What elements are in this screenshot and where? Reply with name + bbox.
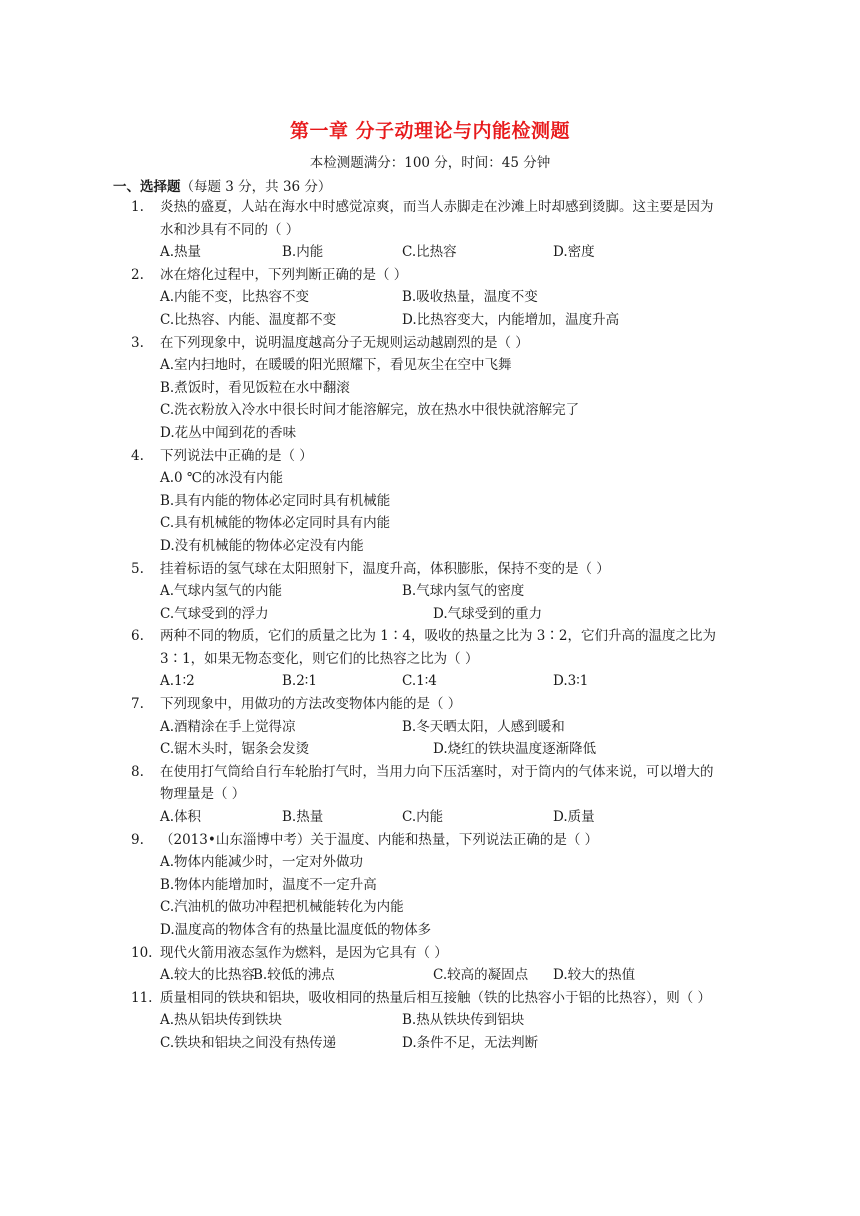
option-c[interactable]: C.比热容 [402,244,457,261]
option-a[interactable]: A.内能不变，比热容不变 [160,289,310,306]
option-c[interactable]: C.气球受到的浮力 [160,605,269,622]
option-c[interactable]: C.1∶4 [402,673,437,690]
question-number: 5. [131,560,144,577]
question-number: 2. [131,266,144,283]
question-number: 1. [131,199,144,215]
option-b[interactable]: B.2∶1 [282,673,317,690]
option-a[interactable]: A.较大的比热容 [160,967,256,984]
question-4 [0,445,860,558]
option-d[interactable]: D.较大的热值 [553,967,636,984]
option-a[interactable]: A.体积 [160,809,202,826]
question-stem: 挂着标语的氢气球在太阳照射下，温度升高，体积膨胀，保持不变的是（ ） [160,560,610,577]
question-stem: 在下列现象中，说明温度越高分子无规则运动越剧烈的是（ ） [160,334,529,351]
option-b[interactable]: B.气球内氢气的密度 [402,583,525,600]
option-c[interactable]: C.具有机械能的物体必定同时具有内能 [160,515,391,532]
section-note: （每题 3 分，共 36 分） [180,179,332,195]
option-a[interactable]: A.室内扫地时，在暖暖的阳光照耀下，看见灰尘在空中飞舞 [160,357,512,374]
option-a[interactable]: A.酒精涂在手上觉得凉 [160,718,296,735]
option-c[interactable]: C.内能 [402,809,444,826]
question-stem: 现代火箭用液态氢作为燃料，是因为它具有（ ） [160,944,448,961]
question-number: 6. [131,628,144,645]
option-d[interactable]: D.3∶1 [553,673,589,690]
option-c[interactable]: C.铁块和铝块之间没有热传递 [160,1034,337,1051]
question-7 [0,693,860,761]
option-b[interactable]: B.物体内能增加时，温度不一定升高 [160,876,377,893]
question-5 [0,558,860,626]
option-c[interactable]: C.汽油机的做功冲程把机械能转化为内能 [160,899,404,916]
option-d[interactable]: D.烧红的铁块温度逐渐降低 [433,741,597,758]
question-number: 7. [131,696,144,713]
option-a[interactable]: A.气球内氢气的内能 [160,583,283,600]
document-title: 第一章 分子动理论与内能检测题 [289,120,571,142]
option-b[interactable]: B.较低的沸点 [253,967,335,984]
question-number: 9. [131,831,144,848]
option-c[interactable]: C.较高的凝固点 [433,967,529,984]
exam-info: 本检测题满分：100 分，时间：45 分钟 [309,155,551,171]
option-d[interactable]: D.温度高的物体含有的热量比温度低的物体多 [160,922,432,938]
option-b[interactable]: B.热量 [282,809,324,826]
option-b[interactable]: B.吸收热量，温度不变 [402,289,538,306]
option-a[interactable]: A.0 ℃的冰没有内能 [160,470,284,487]
question-stem: 下列说法中正确的是（ ） [160,447,313,464]
option-a[interactable]: A.物体内能减少时，一定对外做功 [160,854,364,871]
question-9 [0,829,860,942]
option-d[interactable]: D.花丛中闻到花的香味 [160,424,297,441]
question-8 [0,761,860,829]
option-c[interactable]: C.锯木头时，锯条会发烫 [160,741,310,758]
option-b[interactable]: B.具有内能的物体必定同时具有机械能 [160,492,391,509]
option-b[interactable]: B.煮饭时，看见饭粒在水中翻滚 [160,379,350,396]
option-d[interactable]: D.质量 [553,809,595,826]
option-a[interactable]: A.热量 [160,244,202,261]
section-title: 一、选择题 [113,179,181,195]
section-heading [113,175,331,195]
question-stem: 在使用打气筒给自行车轮胎打气时，当用力向下压活塞时，对于筒内的气体来说，可以增大的物理量是（ ） [160,763,714,803]
question-11 [0,987,860,1055]
option-d[interactable]: D.气球受到的重力 [433,605,543,622]
option-d[interactable]: D.条件不足，无法判断 [402,1034,539,1051]
question-2 [0,264,860,332]
option-a[interactable]: A.热从铝块传到铁块 [160,1012,283,1029]
option-c[interactable]: C.洗衣粉放入冷水中很长时间才能溶解完，放在热水中很快就溶解完了 [160,402,580,419]
option-b[interactable]: B.热从铁块传到铝块 [402,1012,525,1029]
question-stem: 炎热的盛夏，人站在海水中时感觉凉爽，而当人赤脚走在沙滩上时却感到烫脚。这主要是因为水和沙具有不同的（ ） [160,199,714,238]
option-c[interactable]: C.比热容、内能、温度都不变 [160,311,337,328]
question-stem: 两种不同的物质，它们的质量之比为 1∶4，吸收的热量之比为 3∶2，它们升高的温度之比为 3∶1，如果无物态变化，则它们的比热容之比为（ ） [160,628,716,667]
question-stem: 下列现象中，用做功的方法改变物体内能的是（ ） [160,696,462,713]
question-number: 3. [131,334,144,351]
option-b[interactable]: B.冬天晒太阳，人感到暖和 [402,718,565,735]
option-d[interactable]: D.没有机械能的物体必定没有内能 [160,537,364,554]
question-number: 4. [131,447,144,464]
question-number: 10. [131,944,153,961]
option-d[interactable]: D.密度 [553,244,595,261]
option-a[interactable]: A.1∶2 [160,673,195,690]
question-6 [0,625,860,693]
question-1 [0,196,860,264]
question-number: 11. [131,989,153,1006]
option-b[interactable]: B.内能 [282,244,324,261]
question-stem: 质量相同的铁块和铝块，吸收相同的热量后相互接触（铁的比热容小于铝的比热容），则（ ） [160,989,712,1006]
question-number: 8. [131,763,144,780]
question-stem: 冰在熔化过程中，下列判断正确的是（ ） [160,266,408,283]
question-10 [0,942,860,987]
question-list [0,196,860,1055]
question-stem: （2013•山东淄博中考）关于温度、内能和热量，下列说法正确的是（ ） [160,831,599,848]
question-3 [0,332,860,445]
option-d[interactable]: D.比热容变大，内能增加，温度升高 [402,311,620,328]
